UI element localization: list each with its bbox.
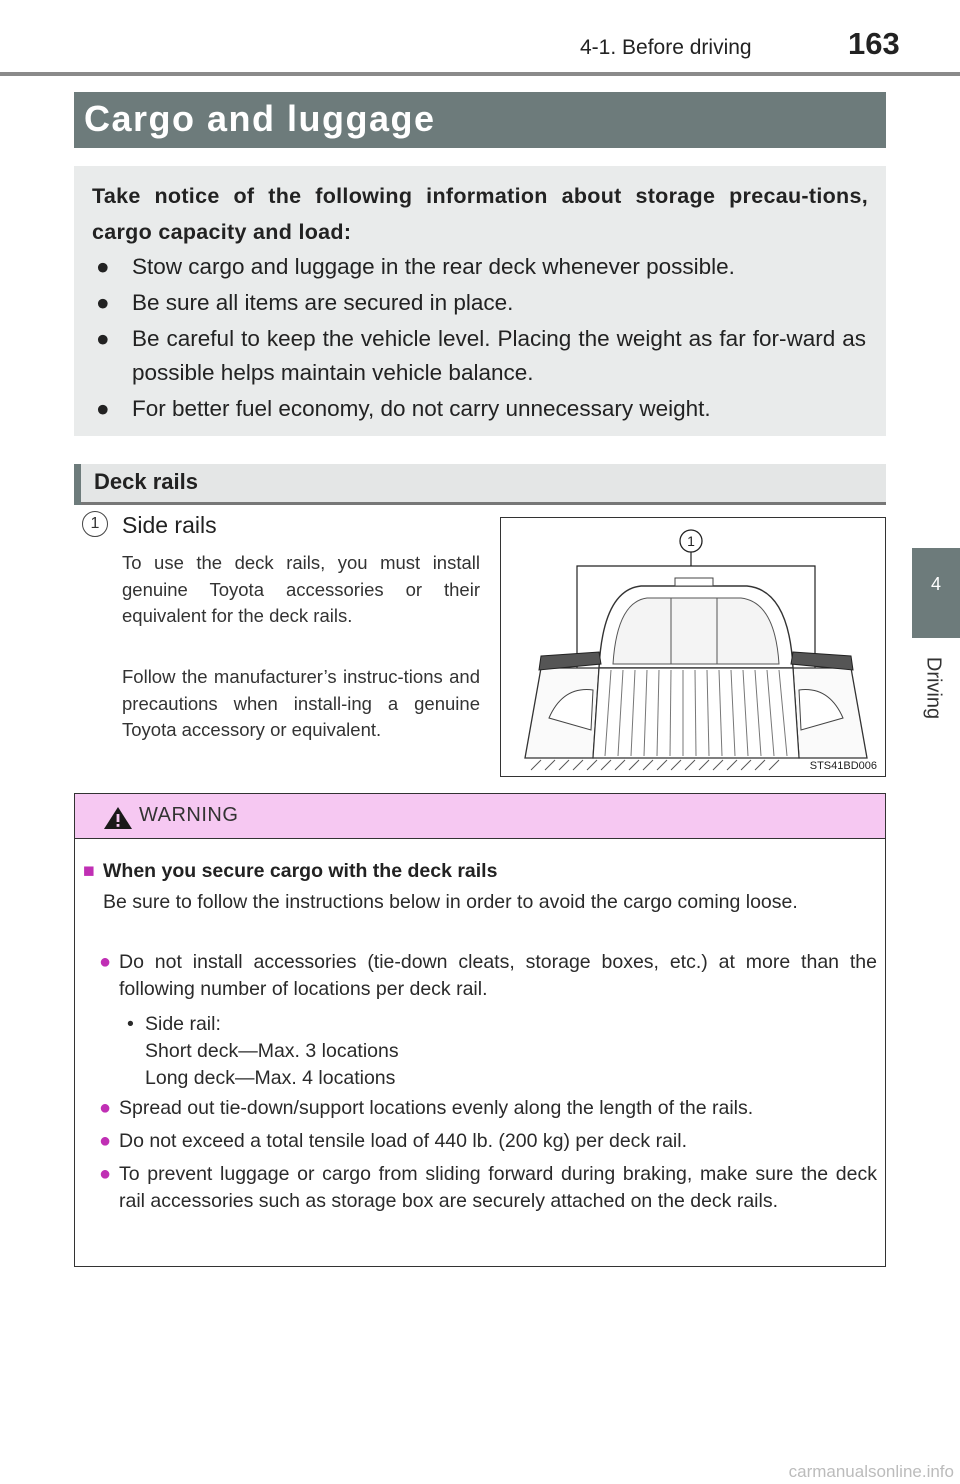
- deck-rails-heading: [74, 464, 886, 505]
- truck-bed-drawing: [501, 518, 885, 776]
- intro-bullet: [96, 250, 866, 284]
- warning-bullet-text: Do not install accessories (tie-down cleats, storage boxes, etc.) at more than the following number of locations per deck rail.: [119, 951, 877, 1000]
- warning-bullet-text: Do not exceed a total tensile load of 440 lb. (200 kg) per deck rail.: [119, 1130, 688, 1152]
- warning-bullet: [99, 949, 877, 1003]
- chapter-label-wrap: [918, 648, 948, 728]
- warning-intro: Be sure to follow the instructions below in order to avoid the cargo coming loose.: [103, 891, 798, 913]
- side-rails-paragraph: Follow the manufacturer’s instruc-tions and precautions when install-ing a genuine Toyota accessory or equivalent.: [122, 666, 480, 740]
- bullet-dot-icon: ●: [96, 290, 110, 315]
- bullet-dot-icon: ●: [96, 254, 110, 279]
- deck-rails-heading-text: Deck rails: [94, 469, 198, 494]
- figure-code: STS41BD006: [809, 760, 877, 772]
- warning-triangle-icon: [103, 806, 133, 830]
- bullet-dot-icon: ●: [96, 326, 110, 351]
- bullet-dot-icon: ●: [96, 396, 110, 421]
- intro-lead: Take notice of the following information about storage precau-tions, cargo capacity and load:: [92, 184, 868, 244]
- chapter-label: Driving: [922, 656, 945, 720]
- side-rails-paragraph: To use the deck rails, you must install genuine Toyota accessories or their equivalent for the deck rails.: [122, 552, 480, 626]
- intro-bullet: [96, 392, 866, 426]
- sub-item-line: Short deck—Max. 3 locations: [145, 1040, 399, 1062]
- sub-item-label: Side rail:: [145, 1013, 221, 1035]
- intro-panel: [74, 166, 886, 436]
- warning-bullet: [99, 1095, 877, 1122]
- warning-bullet: [99, 1128, 877, 1155]
- warning-section-title: When you secure cargo with the deck rails: [103, 860, 498, 882]
- warning-bullet: [99, 1161, 877, 1215]
- warning-box: [74, 793, 886, 1267]
- warning-bullet-icon: ●: [99, 951, 112, 973]
- watermark: carmanualsonline.info: [788, 1462, 954, 1481]
- intro-bullet: [96, 286, 866, 320]
- side-rails-title: Side rails: [122, 512, 217, 538]
- sub-item-marker: •: [127, 1013, 134, 1035]
- warning-header: [75, 794, 885, 839]
- callout-number-icon: 1: [82, 511, 108, 537]
- bullet-text: Stow cargo and luggage in the rear deck whenever possible.: [132, 254, 735, 279]
- bullet-text: Be sure all items are secured in place.: [132, 290, 514, 315]
- page-number: 163: [848, 26, 900, 61]
- truck-bed-illustration: [500, 517, 886, 777]
- warning-bullet-icon: ●: [99, 1163, 112, 1185]
- figure-callout-label: 1: [687, 533, 695, 549]
- header-rule: [0, 72, 960, 76]
- bullet-text: For better fuel economy, do not carry unnecessary weight.: [132, 396, 711, 421]
- warning-bullet-icon: ●: [99, 1130, 112, 1152]
- warning-title: WARNING: [139, 804, 239, 826]
- header-section-label: 4-1. Before driving: [580, 36, 752, 59]
- section-marker-icon: ■: [83, 860, 95, 882]
- heading-accent-bar: [74, 464, 81, 505]
- warning-bullet-icon: ●: [99, 1097, 112, 1119]
- chapter-tab[interactable]: [912, 548, 960, 638]
- sub-item-line: Long deck—Max. 4 locations: [145, 1067, 396, 1089]
- page-title-bar: [74, 92, 886, 148]
- intro-bullet: [96, 322, 866, 390]
- chapter-number: 4: [930, 574, 941, 594]
- bullet-text: Be careful to keep the vehicle level. Placing the weight as far for-ward as possible helps maintain vehicle balance.: [132, 326, 866, 385]
- page-title: Cargo and luggage: [84, 98, 436, 139]
- warning-bullet-text: To prevent luggage or cargo from sliding forward during braking, make sure the deck rail accessories such as storage box are securely attached on the deck rails.: [119, 1163, 877, 1212]
- warning-bullet-text: Spread out tie-down/support locations evenly along the length of the rails.: [119, 1097, 754, 1119]
